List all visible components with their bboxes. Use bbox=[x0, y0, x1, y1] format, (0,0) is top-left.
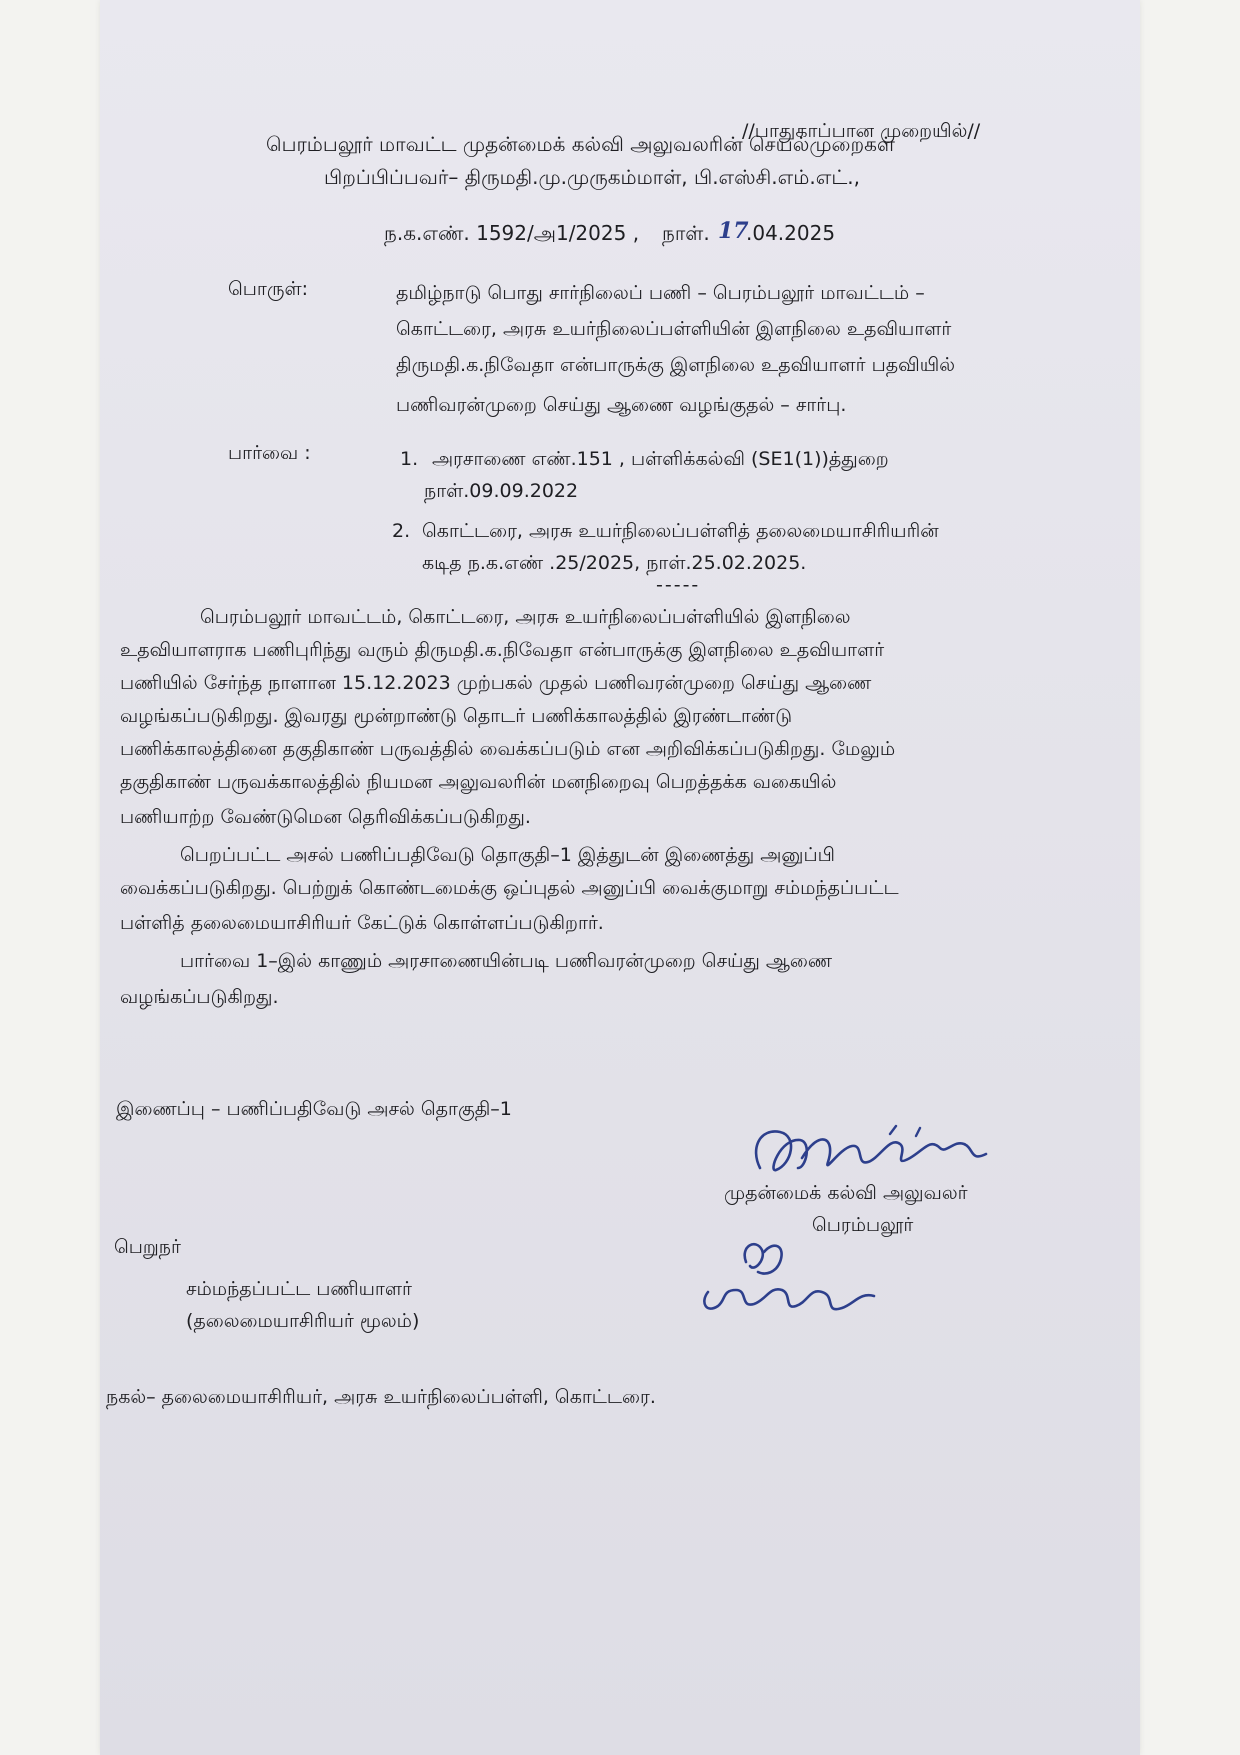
handwritten-date-day: 17 bbox=[718, 218, 749, 244]
signatory-designation: முதன்மைக் கல்வி அலுவலர் bbox=[724, 1182, 968, 1204]
enclosure: இணைப்பு – பணிப்பதிவேடு அசல் தொகுதி–1 bbox=[116, 1098, 512, 1120]
reference-1-line-2: நாள்.09.09.2022 bbox=[424, 480, 579, 502]
paragraph-1-line-4: வழங்கப்படுகிறது. இவரது மூன்றாண்டு தொடர் பணிக்காலத்தில் இரண்டாண்டு bbox=[120, 705, 793, 727]
date-label: நாள். bbox=[662, 221, 710, 245]
paragraph-1-line-5: பணிக்காலத்தினை தகுதிகாண் பருவத்தில் வைக்கப்படும் என அறிவிக்கப்படுகிறது. மேலும் bbox=[120, 738, 896, 760]
reference-2-line-2: கடித ந.க.எண் .25/2025, நாள்.25.02.2025. bbox=[422, 552, 807, 574]
recipient-line-2: (தலைமையாசிரியர் மூலம்) bbox=[186, 1310, 420, 1332]
paragraph-1-line-3: பணியில் சேர்ந்த நாளான 15.12.2023 முற்பகல் முதல் பணிவரன்முறை செய்து ஆணை bbox=[120, 672, 872, 694]
paragraph-1-line-2: உதவியாளராக பணிபுரிந்து வரும் திருமதி.க.நிவேதா என்பாருக்கு இளநிலை உதவியாளர் bbox=[120, 639, 885, 661]
paragraph-3-line-2: வழங்கப்படுகிறது. bbox=[120, 986, 279, 1008]
reference-2-line-1: கொட்டரை, அரசு உயர்நிலைப்பள்ளித் தலைமையாசிரியரின் bbox=[422, 520, 939, 542]
document-sheet bbox=[100, 0, 1140, 1755]
recipient-line-1: சம்மந்தப்பட்ட பணியாளர் bbox=[186, 1278, 412, 1300]
subject-line-1: தமிழ்நாடு பொது சார்நிலைப் பணி – பெரம்பலூர் மாவட்டம் – bbox=[396, 282, 925, 304]
subject-line-3: திருமதி.க.நிவேதா என்பாருக்கு இளநிலை உதவியாளர் பதவியில் bbox=[396, 354, 956, 376]
background-left bbox=[0, 0, 100, 1755]
reference-1-number: 1. bbox=[400, 448, 419, 470]
reference-2-number: 2. bbox=[392, 520, 411, 542]
reference-number: ந.க.எண். 1592/அ1/2025 , bbox=[384, 221, 640, 245]
references-label: பார்வை : bbox=[228, 442, 311, 464]
subject-line-2: கொட்டரை, அரசு உயர்நிலைப்பள்ளியின் இளநிலை உதவியாளர் bbox=[396, 318, 952, 340]
paragraph-3-line-1: பார்வை 1–இல் காணும் அரசாணையின்படி பணிவரன்முறை செய்து ஆணை bbox=[180, 950, 833, 972]
paragraph-2-line-3: பள்ளித் தலைமையாசிரியர் கேட்டுக் கொள்ளப்படுகிறார். bbox=[120, 912, 604, 934]
recipient-label: பெறுநர் bbox=[114, 1236, 181, 1258]
initials-signature bbox=[696, 1232, 886, 1332]
office-title: பெரம்பலூர் மாவட்ட முதன்மைக் கல்வி அலுவலரின் செயல்முறைகள் bbox=[266, 132, 895, 156]
confidential-mark: //பாதுகாப்பான முறையில்// bbox=[742, 120, 981, 142]
paragraph-1-line-1: பெரம்பலூர் மாவட்டம், கொட்டரை, அரசு உயர்நிலைப்பள்ளியில் இளநிலை bbox=[200, 606, 851, 628]
signatory-place: பெரம்பலூர் bbox=[812, 1214, 914, 1236]
date-rest: .04.2025 bbox=[746, 221, 836, 245]
paragraph-1-line-6: தகுதிகாண் பருவக்காலத்தில் நியமன அலுவலரின் மனநிறைவு பெறத்தக்க வகையில் bbox=[120, 771, 837, 793]
paragraph-2-line-1: பெறப்பட்ட அசல் பணிப்பதிவேடு தொகுதி–1 இத்துடன் இணைத்து அனுப்பி bbox=[180, 844, 835, 866]
reference-1-line-1: அரசாணை எண்.151 , பள்ளிக்கல்வி (SE1(1))த்துறை bbox=[432, 448, 889, 470]
paragraph-2-line-2: வைக்கப்படுகிறது. பெற்றுக் கொண்டமைக்கு ஒப்புதல் அனுப்பி வைக்குமாறு சம்மந்தப்பட்ட bbox=[120, 877, 899, 899]
background-right bbox=[1140, 0, 1240, 1755]
copy-to: நகல்– தலைமையாசிரியர், அரசு உயர்நிலைப்பள்ளி, கொட்டரை. bbox=[106, 1386, 656, 1408]
subject-label: பொருள்: bbox=[228, 278, 309, 300]
issued-by: பிறப்பிப்பவர்– திருமதி.மு.முருகம்மாள், பி.எஸ்சி.எம்.எட்., bbox=[324, 165, 860, 189]
subject-line-4: பணிவரன்முறை செய்து ஆணை வழங்குதல் – சார்பு. bbox=[396, 394, 847, 416]
paragraph-1-line-7: பணியாற்ற வேண்டுமென தெரிவிக்கப்படுகிறது. bbox=[120, 806, 531, 828]
separator: ----- bbox=[656, 574, 701, 596]
